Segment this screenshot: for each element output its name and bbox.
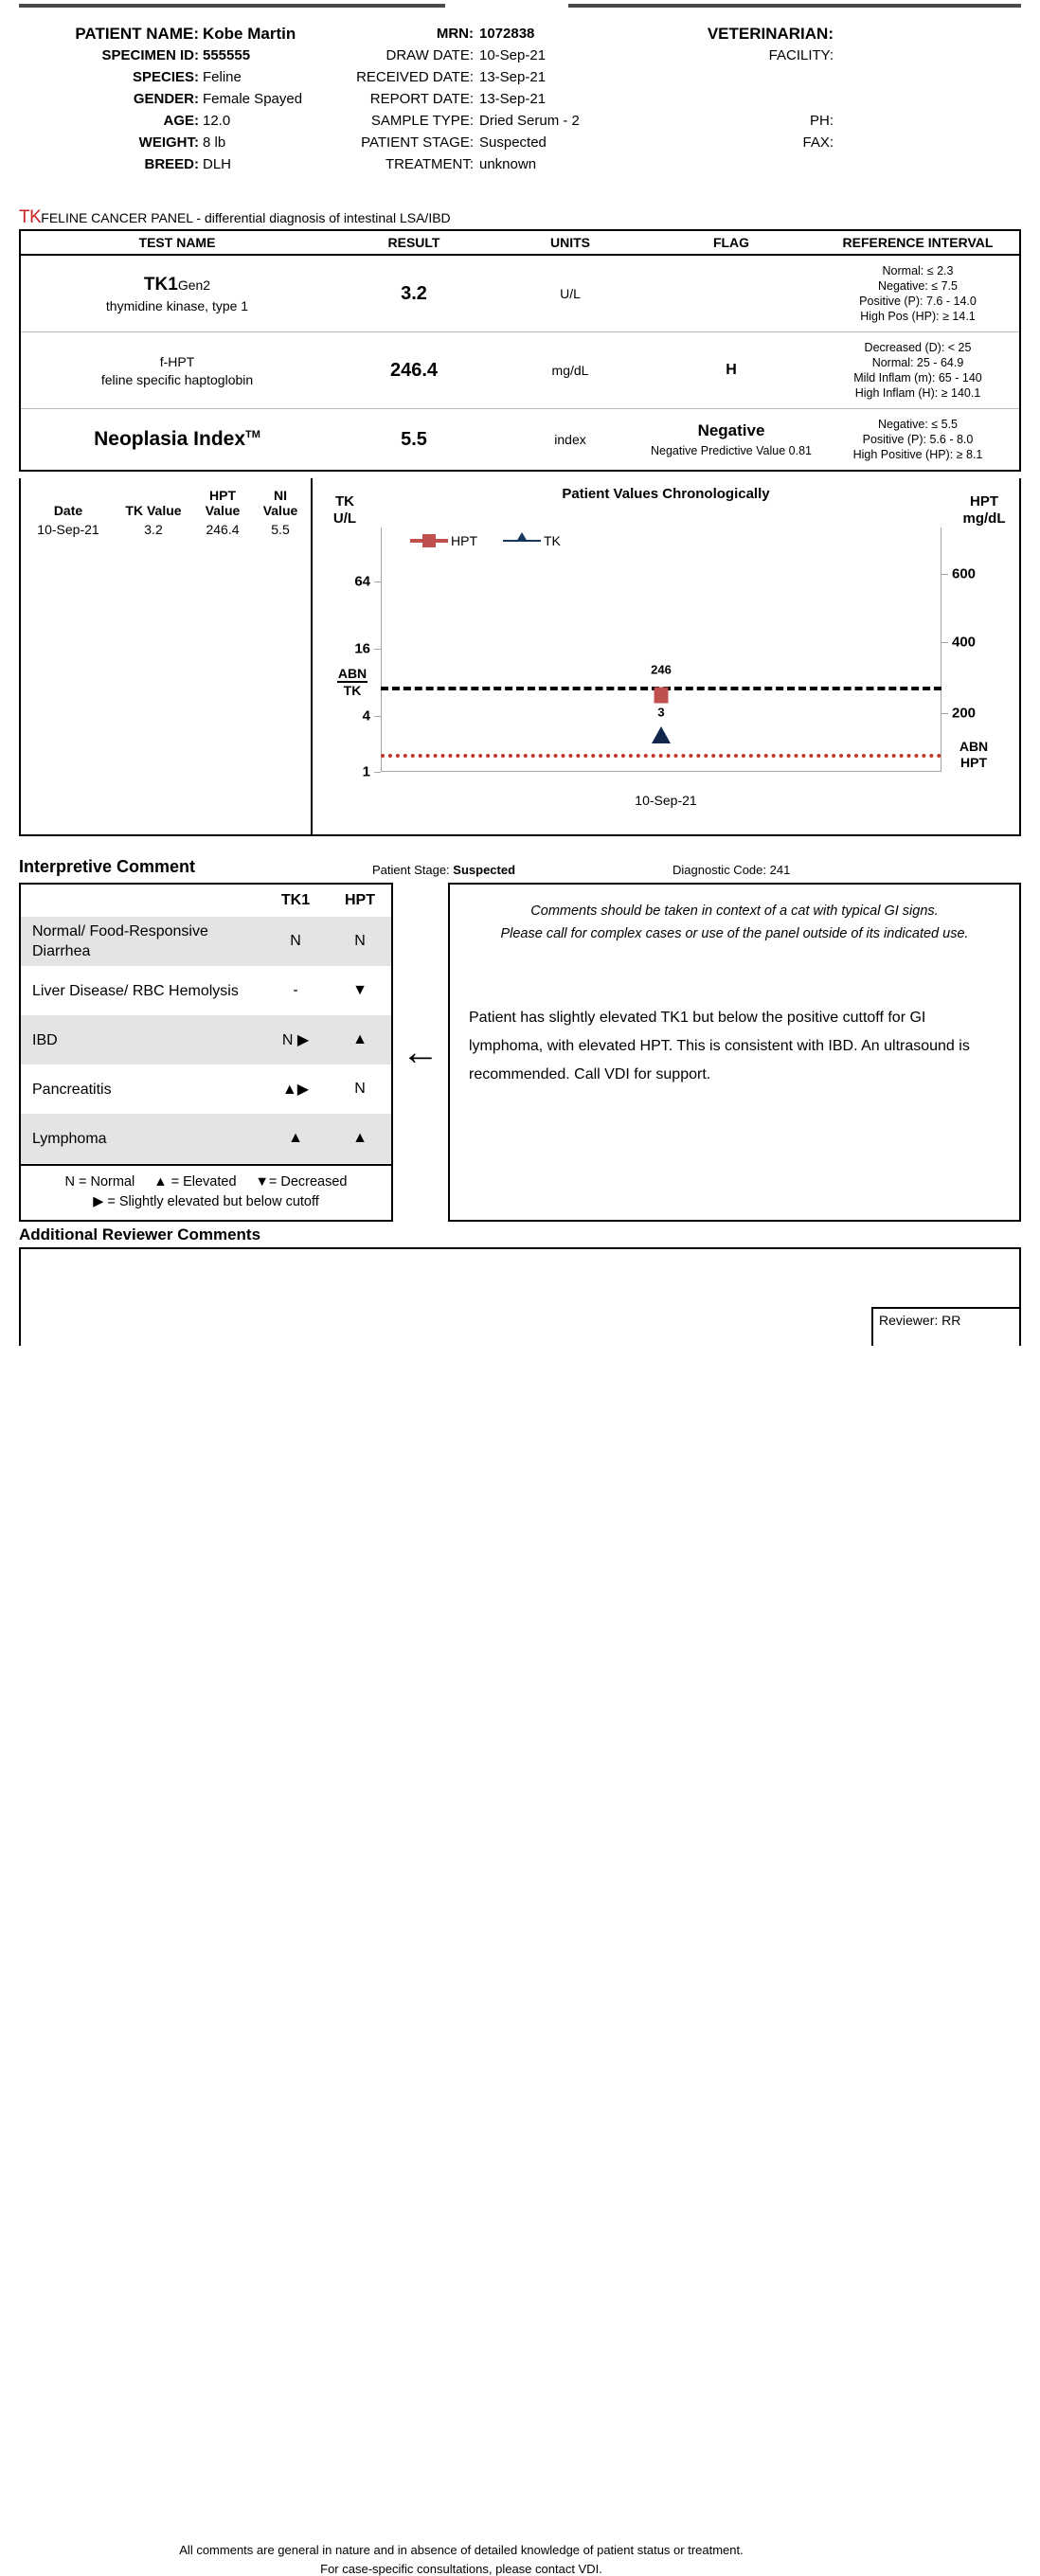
right-axis-caption-line1: HPT: [970, 493, 998, 510]
test-name-main-text: Neoplasia Index: [94, 428, 245, 450]
cell-units: [494, 256, 646, 331]
differential-condition: Liver Disease/ RBC Hemolysis: [32, 982, 239, 999]
differential-hpt: N: [354, 1081, 366, 1097]
cell-units: [494, 409, 646, 470]
result-value: 246.4: [389, 359, 439, 381]
field-label-treatment: TREATMENT:: [385, 156, 474, 172]
abn-hpt-threshold-line: [381, 754, 941, 758]
reference-line: Normal: 25 - 64.9: [871, 356, 964, 369]
field-label-draw-date: DRAW DATE:: [386, 47, 474, 63]
differential-hpt: N: [354, 933, 366, 949]
differential-row-lymphoma: [21, 1114, 391, 1163]
cell-flag: [646, 256, 816, 331]
abn-tk-label-line1: ABN: [337, 665, 368, 681]
cell-test-name: [21, 332, 333, 408]
column-header-units: UNITS: [550, 235, 590, 250]
reference-line: High Positive (HP): ≥ 8.1: [852, 448, 983, 461]
plot-canvas: [337, 528, 989, 780]
differential-condition: IBD: [32, 1031, 58, 1048]
field-label-breed: BREED:: [144, 156, 199, 172]
history-cell-tk: 3.2: [144, 522, 163, 537]
hpt-data-label: 246: [651, 662, 672, 677]
test-name-sub: thymidine kinase, type 1: [105, 297, 249, 313]
field-value-breed: DLH: [203, 156, 232, 172]
field-value-species: Feline: [203, 69, 242, 85]
legend-label-tk: TK: [544, 533, 561, 548]
differential-hpt: ▲: [352, 1130, 368, 1146]
left-tick-4: [374, 716, 381, 717]
flag-value: H: [726, 362, 737, 378]
test-name-main: [144, 275, 210, 295]
history-col-date: Date: [53, 503, 83, 518]
history-table-row: [21, 522, 311, 537]
left-axis-caption: [318, 493, 371, 528]
history-cell-date: 10-Sep-21: [37, 522, 99, 537]
x-axis-line: [381, 771, 941, 772]
reference-line: High Pos (HP): ≥ 14.1: [860, 310, 976, 323]
right-tick-label-400: 400: [952, 634, 977, 651]
cell-reference-interval: [816, 409, 1019, 470]
differential-key-line2: ▶ = Slightly elevated but below cutoff: [93, 1194, 319, 1209]
demographics-left-labels: [0, 23, 199, 175]
field-label-age: AGE:: [163, 113, 199, 129]
results-table: [19, 229, 1021, 472]
reference-line: High Inflam (H): ≥ 140.1: [854, 386, 981, 400]
right-tick-400: [941, 642, 948, 643]
differential-tk1: N ▶: [281, 1032, 310, 1048]
chart-plot-area: [313, 478, 1019, 834]
right-tick-200: [941, 713, 948, 714]
right-tick-label-600: 600: [952, 565, 977, 582]
legend-item-tk: [500, 533, 561, 548]
comment-disclaimer-line1: Comments should be taken in context of a cat with typical GI signs.: [530, 903, 939, 919]
key-elevated: ▲ = Elevated: [153, 1174, 237, 1190]
history-table-header: [21, 488, 311, 518]
differential-hpt: ▼: [352, 982, 368, 998]
footer-line2: For case-specific consultations, please contact VDI.: [320, 2562, 602, 2576]
field-value-draw-date: 10-Sep-21: [479, 47, 547, 63]
cell-result: [333, 332, 494, 408]
diagnostic-code: [672, 863, 790, 877]
history-cell-hpt: 246.4: [206, 522, 240, 537]
test-name-main-text: TK1: [143, 274, 178, 295]
tk-data-label: 3: [657, 705, 665, 720]
field-label-patient-stage: PATIENT STAGE:: [361, 134, 474, 151]
field-label-report-date: REPORT DATE:: [369, 91, 474, 107]
trademark-mark: TM: [245, 429, 260, 440]
differential-row-normal: [21, 917, 391, 966]
right-axis-caption: [951, 493, 1017, 528]
table-row: [21, 332, 1019, 409]
field-value-patient-name: Kobe Martin: [203, 25, 296, 43]
left-tick-label-1: 1: [362, 763, 370, 780]
reference-line: Positive (P): 5.6 - 8.0: [862, 433, 974, 446]
header-rules: [0, 4, 1040, 11]
cell-test-name: [21, 256, 333, 331]
differential-row-liver: [21, 966, 391, 1015]
differential-tk1: ▲▶: [281, 1082, 310, 1098]
tk-marker-icon: [503, 540, 541, 542]
field-label-gender: GENDER:: [133, 91, 199, 107]
comment-disclaimer: [469, 900, 1000, 945]
key-normal: N = Normal: [64, 1174, 135, 1190]
differential-table: [19, 883, 393, 1222]
differential-hpt: ▲: [352, 1031, 368, 1047]
field-label-facility: FACILITY:: [768, 47, 834, 63]
demographics-mid-labels: [350, 23, 474, 175]
field-label-mrn: MRN:: [436, 26, 474, 42]
differential-table-body: [21, 885, 391, 1164]
field-value-received-date: 13-Sep-21: [479, 69, 547, 85]
reference-line: Negative: ≤ 7.5: [878, 279, 958, 293]
cell-result: [333, 409, 494, 470]
field-label-blank-2: [568, 88, 834, 110]
comment-panel: [448, 883, 1021, 1222]
field-value-mrn: 1072838: [479, 26, 535, 42]
history-table: [21, 478, 313, 834]
left-axis-caption-line2: U/L: [332, 510, 357, 527]
reviewer-label: Reviewer: RR: [879, 1313, 961, 1328]
differential-row-pancreatitis: [21, 1064, 391, 1114]
chart-legend: [407, 533, 561, 548]
chart-title: Patient Values Chronologically: [562, 486, 770, 502]
flag-note: Negative Predictive Value 0.81: [650, 443, 812, 457]
field-value-treatment: unknown: [479, 156, 537, 172]
left-tick-label-64: 64: [354, 573, 370, 590]
comment-text: Patient has slightly elevated TK1 but below the positive cuttoff for GI lymphoma, with elevated HPT. This is consistent with IBD. An ultrasound is recommended. Call VDI for support.: [469, 1010, 970, 1082]
history-col-ni: NI Value: [262, 488, 298, 518]
differential-tk1: N: [290, 933, 301, 949]
abn-hpt-label-line1: ABN: [959, 738, 989, 754]
differential-condition: Lymphoma: [32, 1130, 107, 1147]
differential-row-ibd: [21, 1015, 391, 1064]
x-axis-label: 10-Sep-21: [635, 793, 697, 808]
field-value-weight: 8 lb: [203, 134, 226, 151]
units-value: mg/dL: [551, 363, 589, 378]
flag-value: Negative: [697, 420, 765, 439]
diagnostic-code-value: 241: [769, 863, 791, 877]
test-name-main: [94, 428, 260, 451]
field-value-specimen-id: 555555: [203, 47, 251, 63]
test-name-main-sub: Gen2: [177, 277, 211, 293]
field-label-ph: PH:: [809, 113, 834, 129]
demographics-right-labels: [568, 23, 834, 153]
footer-line1: All comments are general in nature and in absence of detailed knowledge of patient status or treatment.: [179, 2543, 744, 2557]
patient-stage-summary-label: Patient Stage:: [372, 863, 450, 877]
units-value: U/L: [560, 286, 581, 301]
field-value-gender: Female Spayed: [203, 91, 303, 107]
test-name-main: f-HPT: [159, 353, 195, 369]
left-axis-caption-line1: TK: [335, 493, 354, 510]
abn-tk-label: [328, 666, 377, 698]
reference-line: Negative: ≤ 5.5: [878, 418, 958, 431]
comment-disclaimer-line2: Please call for complex cases or use of the panel outside of its indicated use.: [500, 926, 969, 941]
history-col-tk: TK Value: [125, 503, 182, 518]
abn-tk-label-line2: TK: [343, 682, 362, 698]
field-label-received-date: RECEIVED DATE:: [356, 69, 474, 85]
reference-line: Positive (P): 7.6 - 14.0: [859, 295, 977, 308]
field-label-weight: WEIGHT:: [138, 134, 199, 151]
tk-logo: TK: [19, 207, 42, 227]
right-tick-label-200: 200: [952, 705, 977, 722]
differential-condition: Normal/ Food-Responsive Diarrhea: [32, 923, 208, 959]
column-header-flag: FLAG: [712, 235, 750, 250]
field-label-patient-name: PATIENT NAME:: [75, 25, 199, 43]
patient-stage-summary-value: Suspected: [453, 863, 516, 877]
abn-hpt-label-line2: HPT: [960, 754, 987, 770]
left-arrow-icon: ←: [402, 1031, 439, 1073]
panel-title-text: FELINE CANCER PANEL - differential diagnosis of intestinal LSA/IBD: [41, 210, 451, 225]
reviewer-box: [871, 1307, 1021, 1346]
cell-test-name: [21, 409, 333, 470]
differential-header-row: [21, 885, 391, 917]
results-table-header: [21, 231, 1019, 256]
cell-flag: [646, 409, 816, 470]
header-rule-left: [19, 4, 445, 8]
reference-line: Decreased (D): < 25: [864, 341, 972, 354]
cell-flag: [646, 332, 816, 408]
differential-tk1: ▲: [288, 1130, 303, 1146]
field-value-report-date: 13-Sep-21: [479, 91, 547, 107]
left-tick-1: [374, 772, 381, 773]
field-label-veterinarian: VETERINARIAN:: [707, 25, 834, 43]
left-tick-label-4: 4: [362, 707, 370, 724]
right-tick-600: [941, 574, 948, 575]
table-row: [21, 409, 1019, 470]
left-tick-16: [374, 649, 381, 650]
differential-header-tk1: TK1: [280, 892, 311, 908]
demographics-left-values: [203, 23, 354, 175]
cell-reference-interval: [816, 256, 1019, 331]
left-axis-line: [381, 528, 382, 772]
left-tick-label-16: 16: [354, 640, 370, 657]
field-value-sample-type: Dried Serum - 2: [479, 113, 580, 129]
result-value: 5.5: [401, 428, 427, 450]
right-axis-caption-line2: mg/dL: [962, 510, 1006, 527]
differential-tk1: -: [293, 982, 298, 998]
patient-stage-summary: [372, 863, 515, 877]
chart-block: [19, 478, 1021, 836]
column-header-reference: REFERENCE INTERVAL: [842, 235, 994, 250]
reference-line: Normal: ≤ 2.3: [882, 264, 954, 277]
reference-line: Mild Inflam (m): 65 - 140: [853, 371, 982, 385]
legend-label-hpt: HPT: [451, 533, 477, 548]
test-name-sub: feline specific haptoglobin: [100, 371, 254, 387]
interpretive-comment-heading: Interpretive Comment: [19, 857, 196, 876]
hpt-data-point: [654, 687, 669, 703]
units-value: index: [554, 432, 586, 447]
hpt-marker-icon: [410, 539, 448, 543]
interpretive-comment-section: [19, 883, 1021, 1222]
diagnostic-code-label: Diagnostic Code:: [672, 863, 766, 877]
table-row: [21, 256, 1019, 332]
result-value: 3.2: [401, 282, 427, 304]
field-value-patient-stage: Suspected: [479, 134, 547, 151]
abn-hpt-label: [947, 739, 1000, 771]
key-decreased: ▼= Decreased: [255, 1174, 348, 1190]
field-label-specimen-id: SPECIMEN ID:: [101, 47, 199, 63]
cell-reference-interval: [816, 332, 1019, 408]
field-label-fax: FAX:: [802, 134, 834, 151]
column-header-result: RESULT: [387, 235, 440, 250]
history-col-hpt: HPT Value: [205, 488, 241, 518]
differential-key-line1: [21, 1172, 391, 1192]
legend-item-hpt: [407, 533, 477, 548]
field-label-sample-type: SAMPLE TYPE:: [370, 113, 474, 129]
left-tick-64: [374, 581, 381, 582]
cell-units: [494, 332, 646, 408]
patient-demographics: [0, 23, 1040, 193]
panel-title: [19, 207, 451, 228]
field-value-age: 12.0: [203, 113, 231, 129]
differential-condition: Pancreatitis: [32, 1081, 112, 1098]
field-label-blank-1: [568, 66, 834, 88]
differential-key: [21, 1164, 391, 1220]
history-cell-ni: 5.5: [271, 522, 290, 537]
column-header-test-name: TEST NAME: [138, 235, 216, 250]
differential-header-hpt: HPT: [345, 892, 375, 908]
header-rule-right: [568, 4, 1021, 8]
cell-result: [333, 256, 494, 331]
field-label-species: SPECIES:: [132, 69, 199, 85]
additional-reviewer-heading: Additional Reviewer Comments: [19, 1225, 261, 1243]
tk-data-point: [652, 726, 671, 743]
